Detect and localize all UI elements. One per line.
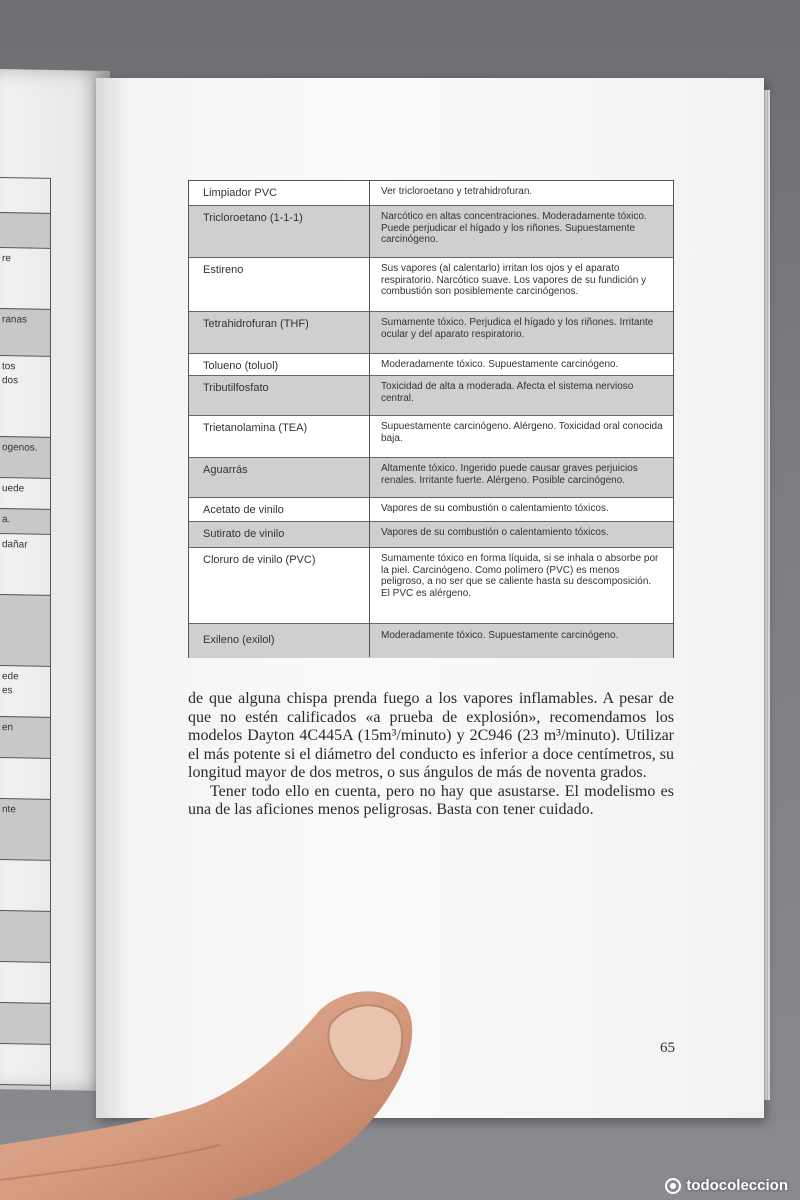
paragraph: de que alguna chispa prenda fuego a los vapores inflamables. A pesar de que no estén calificados «a prueba de explosión», recomendamos los modelos Dayton 4C445A (15m³/minuto) y 2C946 (23 m³/minuto). Utilizar el más potente si el diámetro del conducto es inferior a doce centímetros, su longitud mayor de dos metros, o sus ángulos de más de noventa grados. xyxy=(188,690,674,781)
left-page-table xyxy=(0,177,51,1091)
left-row xyxy=(0,436,50,478)
row-name: Sutirato de vinilo xyxy=(203,528,285,540)
table-row xyxy=(189,205,673,258)
table-row xyxy=(189,521,673,548)
left-fragment: ranas xyxy=(2,314,28,326)
row-desc: Sumamente tóxico en forma líquida, si se inhala o absorbe por la piel. Carcinógeno. Como polímero (PVC) es menos peligroso, a no ser que se caliente hasta su descomposición. El PVC es alérgeno. xyxy=(381,553,659,599)
left-fragment: dañar xyxy=(2,539,28,551)
left-fragment: dos xyxy=(2,375,19,387)
left-fragment: ogenos. xyxy=(2,442,38,454)
left-row xyxy=(0,665,50,717)
left-row xyxy=(0,716,50,758)
left-row xyxy=(0,308,50,356)
table-row xyxy=(189,181,673,205)
left-fragment: nte xyxy=(2,804,16,816)
watermark-text: todocoleccion xyxy=(686,1177,788,1194)
row-desc: Vapores de su combustión o calentamiento tóxicos. xyxy=(381,527,609,538)
row-name: Tricloroetano (1-1-1) xyxy=(203,212,303,224)
left-fragment: re xyxy=(2,253,11,265)
left-fragment: es xyxy=(2,685,13,697)
column-divider xyxy=(369,181,370,657)
table-row xyxy=(189,457,673,498)
left-row xyxy=(0,594,50,666)
row-desc: Altamente tóxico. Ingerido puede causar graves perjuicios renales. Irritante fuerte. Alérgeno. Posible carcinógeno. xyxy=(381,463,638,486)
row-name: Estireno xyxy=(203,264,244,276)
row-name: Cloruro de vinilo (PVC) xyxy=(203,554,316,566)
table-row xyxy=(189,415,673,458)
watermark xyxy=(665,1177,788,1194)
row-name: Trietanolamina (TEA) xyxy=(203,422,308,434)
left-row xyxy=(0,798,50,860)
row-desc: Vapores de su combustión o calentamiento tóxicos. xyxy=(381,503,609,514)
left-row xyxy=(0,757,50,799)
row-name: Exileno (exilol) xyxy=(203,634,275,646)
left-row xyxy=(0,910,50,962)
table-row xyxy=(189,497,673,522)
table-row xyxy=(189,623,673,658)
left-fragment: a. xyxy=(2,514,11,526)
left-row xyxy=(0,477,50,509)
row-desc: Ver tricloroetano y tetrahidrofuran. xyxy=(381,186,533,197)
left-fragment: tos xyxy=(2,361,16,373)
left-row xyxy=(0,508,50,534)
table-row xyxy=(189,257,673,312)
row-name: Acetato de vinilo xyxy=(203,504,284,516)
table-row xyxy=(189,547,673,624)
page-number: 65 xyxy=(660,1040,675,1056)
row-name: Tributilfosfato xyxy=(203,382,269,394)
paragraph: Tener todo ello en cuenta, pero no hay que asustarse. El modelismo es una de las aficiones menos peligrosas. Basta con tener cuidado. xyxy=(188,782,674,818)
left-row xyxy=(0,859,50,911)
row-name: Aguarrás xyxy=(203,464,248,476)
hand-thumb-image xyxy=(0,985,420,1200)
left-fragment: ede xyxy=(2,671,19,683)
table-row xyxy=(189,353,673,376)
left-page xyxy=(0,69,110,1091)
row-name: Tetrahidrofuran (THF) xyxy=(203,318,309,330)
row-desc: Supuestamente carcinógeno. Alérgeno. Toxicidad oral conocida baja. xyxy=(381,421,663,444)
row-desc: Sus vapores (al calentarlo) irritan los ojos y el aparato respiratorio. Narcótico suave. Los vapores de su fundición y combustión son posiblemente carcinógenos. xyxy=(381,263,647,297)
left-row xyxy=(0,247,50,309)
row-desc: Moderadamente tóxico. Supuestamente carcinógeno. xyxy=(381,630,619,641)
row-desc: Sumamente tóxico. Perjudica el hígado y los riñones. Irritante ocular y del aparato respiratorio. xyxy=(381,317,654,340)
left-fragment: uede xyxy=(2,483,25,495)
row-desc: Toxicidad de alta a moderada. Afecta el sistema nervioso central. xyxy=(381,381,634,404)
left-row xyxy=(0,212,50,248)
table-row xyxy=(189,311,673,354)
chemicals-table xyxy=(188,180,674,658)
left-row xyxy=(0,355,50,437)
row-desc: Moderadamente tóxico. Supuestamente carcinógeno. xyxy=(381,359,619,370)
row-name: Limpiador PVC xyxy=(203,187,277,199)
table-row xyxy=(189,375,673,416)
left-row xyxy=(0,177,50,213)
row-name: Tolueno (toluol) xyxy=(203,360,279,372)
row-desc: Narcótico en altas concentraciones. Moderadamente tóxico. Puede perjudicar el hígado y los riñones. Supuestamente carcinógeno. xyxy=(381,211,647,245)
left-row xyxy=(0,533,50,595)
left-fragment: en xyxy=(2,722,14,734)
watermark-logo-icon xyxy=(665,1178,681,1194)
body-text xyxy=(188,690,674,820)
